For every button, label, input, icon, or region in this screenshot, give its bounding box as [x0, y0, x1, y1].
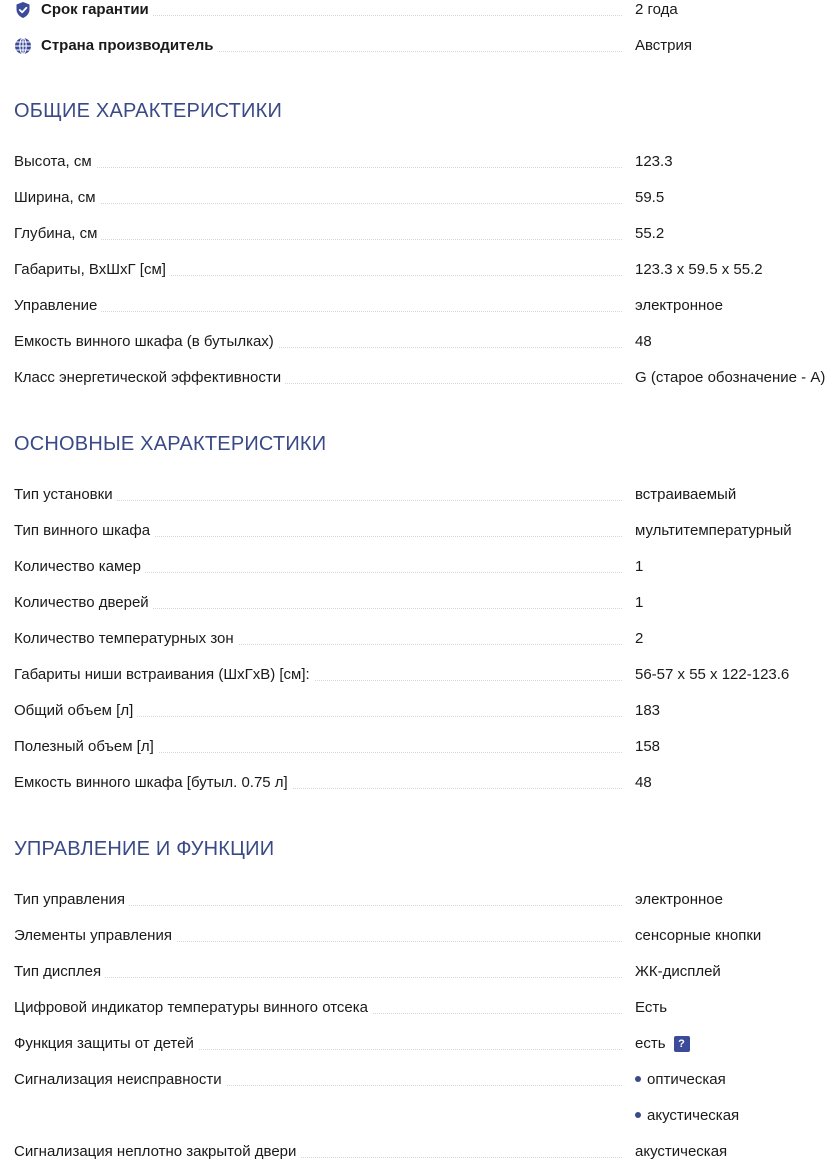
row-label: Цифровой индикатор температуры винного отсека	[14, 998, 372, 1018]
row-value: 1	[635, 594, 644, 611]
row-label: Сигнализация неисправности	[14, 1070, 226, 1090]
spec-row	[14, 188, 839, 212]
row-label: Общий объем [л]	[14, 701, 137, 721]
row-value: G (старое обозначение - A)	[635, 369, 826, 386]
spec-row	[14, 773, 839, 797]
row-value: 59.5	[635, 189, 665, 206]
row-value: Австрия	[635, 37, 693, 54]
row-label: Функция защиты от детей	[14, 1034, 198, 1054]
spec-row	[14, 521, 839, 545]
row-value: 55.2	[635, 225, 665, 242]
row-value: электронное	[635, 891, 723, 908]
row-label: Количество камер	[14, 557, 145, 577]
row-value	[635, 1034, 690, 1054]
spec-row	[14, 1034, 839, 1058]
spec-row	[14, 737, 839, 761]
spec-row	[14, 701, 839, 725]
row-label: Глубина, см	[14, 224, 101, 244]
row-value: электронное	[635, 297, 723, 314]
row-label: Количество дверей	[14, 593, 153, 613]
section-title-main: ОСНОВНЫЕ ХАРАКТЕРИСТИКИ	[14, 433, 327, 455]
row-label: Класс энергетической эффективности	[14, 368, 285, 388]
row-leader	[14, 167, 622, 168]
row-value: 1	[635, 558, 644, 575]
section-title-general: ОБЩИЕ ХАРАКТЕРИСТИКИ	[14, 100, 283, 122]
row-value: Есть	[635, 999, 668, 1016]
row-value: мультитемпературный	[635, 522, 792, 539]
bullet-icon	[635, 1112, 641, 1118]
row-label: Тип установки	[14, 485, 117, 505]
spec-row	[14, 890, 839, 914]
row-value: 158	[635, 738, 661, 755]
globe-icon	[14, 37, 32, 55]
spec-row-country	[14, 36, 839, 60]
row-label: Емкость винного шкафа (в бутылках)	[14, 332, 278, 352]
row-value: 48	[635, 774, 652, 791]
row-leader	[14, 977, 622, 978]
help-icon[interactable]: ?	[674, 1036, 690, 1052]
row-label: Ширина, см	[14, 188, 100, 208]
spec-row	[14, 629, 839, 653]
row-label: Высота, см	[14, 152, 96, 172]
row-label: Элементы управления	[14, 926, 176, 946]
spec-row-warranty	[14, 0, 839, 24]
row-value: 56-57 x 55 x 122-123.6	[635, 666, 790, 683]
spec-row	[14, 593, 839, 617]
spec-row	[14, 296, 839, 320]
row-value: 2	[635, 630, 644, 647]
spec-row	[14, 485, 839, 509]
spec-row	[14, 260, 839, 284]
spec-row	[14, 926, 839, 950]
row-value: 183	[635, 702, 661, 719]
row-label: Сигнализация неплотно закрытой двери	[14, 1142, 300, 1162]
row-value-item: акустическая	[647, 1107, 740, 1124]
row-label	[14, 0, 153, 20]
row-label: Тип винного шкафа	[14, 521, 154, 541]
row-value: сенсорные кнопки	[635, 927, 762, 944]
row-value: 123.3	[635, 153, 673, 170]
row-value	[635, 1106, 739, 1126]
row-label: Тип управления	[14, 890, 129, 910]
row-value: 48	[635, 333, 652, 350]
row-value: акустическая	[635, 1143, 728, 1160]
spec-row	[14, 962, 839, 986]
spec-row-continuation	[14, 1106, 839, 1130]
row-label: Тип дисплея	[14, 962, 105, 982]
bullet-icon	[635, 1076, 641, 1082]
spec-row	[14, 332, 839, 356]
warranty-label: Срок гарантии	[41, 1, 149, 18]
row-value: 123.3 x 59.5 x 55.2	[635, 261, 763, 278]
row-label: Количество температурных зон	[14, 629, 238, 649]
row-label	[14, 36, 218, 56]
spec-row	[14, 665, 839, 689]
spec-row	[14, 1142, 839, 1166]
row-value-text: есть	[635, 1035, 666, 1052]
row-label: Емкость винного шкафа [бутыл. 0.75 л]	[14, 773, 292, 793]
row-label: Полезный объем [л]	[14, 737, 158, 757]
row-leader	[14, 203, 622, 204]
row-value	[635, 1070, 726, 1090]
spec-row	[14, 557, 839, 581]
row-value: встраиваемый	[635, 486, 737, 503]
spec-row	[14, 224, 839, 248]
spec-row	[14, 998, 839, 1022]
spec-row	[14, 1070, 839, 1094]
row-label: Габариты, ВхШхГ [см]	[14, 260, 170, 280]
row-value: 2 года	[635, 1, 678, 18]
row-value-item: оптическая	[647, 1071, 726, 1088]
row-label: Управление	[14, 296, 101, 316]
row-leader	[14, 239, 622, 240]
spec-row	[14, 368, 839, 392]
row-label: Габариты ниши встраивания (ШхГхВ) [см]:	[14, 665, 314, 685]
spec-row	[14, 152, 839, 176]
section-title-control: УПРАВЛЕНИЕ И ФУНКЦИИ	[14, 838, 275, 860]
row-value: ЖК-дисплей	[635, 963, 721, 980]
row-leader	[14, 311, 622, 312]
country-label: Страна производитель	[41, 37, 214, 54]
shield-check-icon	[14, 1, 32, 19]
